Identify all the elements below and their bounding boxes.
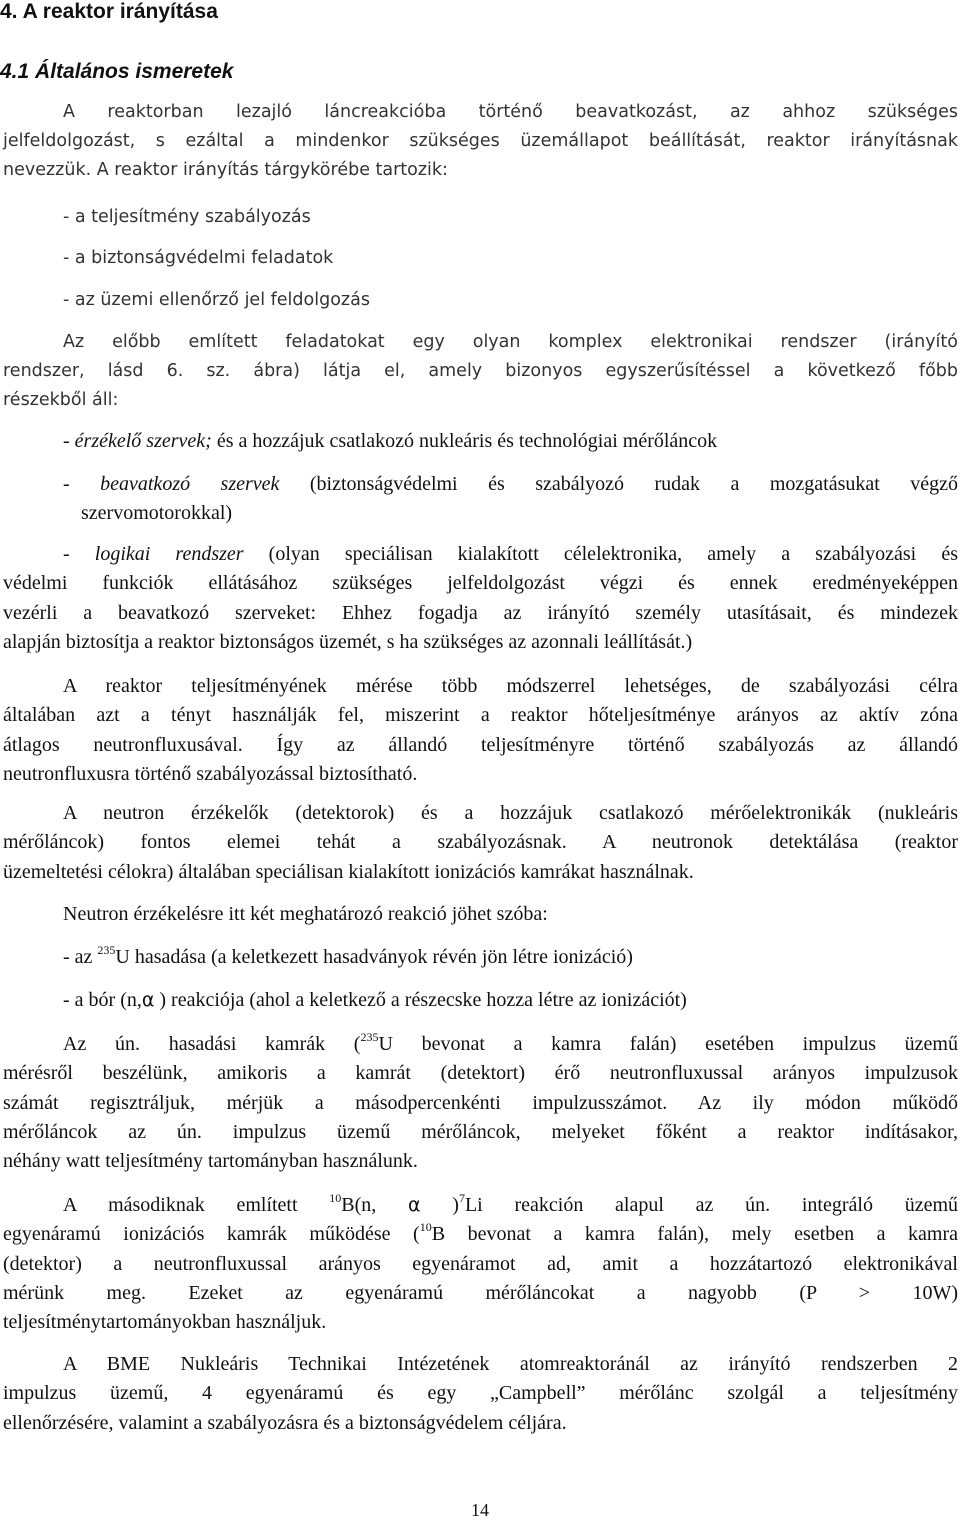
integral-text: A másodiknak említett [63, 1194, 330, 1216]
r2-text: ) reakciója (ahol a keletkező a részecske hozza létre az ionizációt) [154, 989, 687, 1011]
bme-paragraph [3, 1350, 958, 1438]
system-line: rendszer, lásd 6. sz. ábra) látja el, amely bizonyos egyszerűsítéssel a következő főbb [3, 361, 958, 381]
integral-text: B bevonat a kamra falán), mely esetben a kamra [431, 1223, 958, 1246]
logic-term: logikai rendszer [94, 543, 244, 565]
integral-text: Li reakción alapul az ún. integráló üzemű [464, 1194, 959, 1216]
chapter-title: 4. A reaktor irányítása [0, 0, 218, 23]
reaction-uranium [63, 943, 633, 972]
r1-mass-number: 235 [97, 943, 116, 957]
fission-line: mérésről beszélünk, amikoris a kamrát (detektort) érő neutronfluxussal arányos impulzusok [3, 1062, 958, 1085]
fission-text: Az ún. hasadási kamrák ( [63, 1033, 361, 1055]
actuators-desc: (biztonságvédelmi és szabályozó rudak a mozgatásukat végző [279, 473, 959, 495]
detector-line: mérőláncok) fontos elemei tehát a szabályozásnak. A neutronok detektálása (reaktor [3, 831, 958, 854]
intro-line: nevezzük. A reaktor irányítás tárgykörébe tartozik: [3, 160, 448, 180]
logic-line [3, 540, 958, 569]
integral-line: (detektor) a neutronfluxussal arányos egyenáramot ad, amit a hozzátartozó elektronikával [3, 1252, 958, 1275]
fission-line [3, 1030, 958, 1059]
fission-line: számát regisztráljuk, mérjük a másodpercenkénti impulzusszámot. Az ily módon működő [3, 1091, 958, 1114]
mass-number: 10 [329, 1191, 342, 1205]
intro-line: A reaktorban lezajló láncreakcióba történő beavatkozást, az ahhoz szükséges [63, 102, 958, 122]
actuators-cont: szervomotorokkal) [81, 502, 233, 525]
system-line: Az előbb említett feladatokat egy olyan komplex elektronikai rendszer (irányító [63, 332, 958, 352]
integral-line [3, 1191, 958, 1220]
scope-item: - az üzemi ellenőrző jel feldolgozás [63, 290, 370, 310]
mass-number: 7 [458, 1191, 465, 1205]
integral-line [3, 1220, 958, 1249]
system-line: részekből áll: [3, 390, 119, 410]
integral-text: egyenáramú ionizációs kamrák működése ( [3, 1223, 420, 1246]
intro-paragraph [3, 98, 958, 185]
logic-line: vezérli a beavatkozó szerveket: Ehhez fogadja az irányító személy utasításait, és mindezek [3, 601, 958, 624]
logic-line: alapján biztosítja a reaktor biztonságos üzemét, s ha szükséges az azonnali leállítását.) [3, 630, 693, 653]
fission-text: U bevonat a kamra falán) esetében impulzus üzemű [378, 1033, 958, 1055]
integral-text: ) [420, 1194, 459, 1216]
power-line: neutronfluxusra történő szabályozással biztosítható. [3, 762, 418, 785]
logic-line: védelmi funkciók ellátásához szükséges jelfeldolgozást végzi és ennek eredményeképpen [3, 572, 958, 595]
part-sensors [63, 427, 717, 456]
mass-number: 235 [360, 1030, 379, 1044]
sensors-term: - érzékelő szervek; [63, 430, 212, 452]
r2-prefix: - a bór (n, [63, 989, 142, 1011]
power-line: általában azt a tényt használják fel, miszerint a reaktor hőteljesítménye arányos az aktív zóna [3, 704, 958, 727]
reaction-boron [63, 986, 687, 1015]
alpha-symbol: α [408, 1194, 421, 1216]
logic-desc: (olyan speciálisan kialakított célelektronika, amely a szabályozási és [243, 543, 958, 565]
power-line: A reaktor teljesítményének mérése több módszerrel lehetséges, de szabályozási célra [63, 675, 958, 697]
fission-line: néhány watt teljesítmény tartományban használunk. [3, 1150, 418, 1173]
bme-line: impulzus üzemű, 4 egyenáramú és egy „Campbell” mérőlánc szolgál a teljesítmény [3, 1382, 958, 1405]
system-paragraph [3, 328, 958, 415]
page-number: 14 [471, 1500, 489, 1520]
power-paragraph [3, 672, 958, 789]
bme-line: ellenőrzésére, valamint a szabályozásra és a biztonságvédelem céljára. [3, 1411, 567, 1434]
detector-line: A neutron érzékelők (detektorok) és a hozzájuk csatlakozó mérőelektronikák (nukleáris [63, 802, 958, 824]
actuators-term: beavatkozó szervek [100, 473, 280, 495]
scope-item: - a teljesítmény szabályozás [63, 207, 311, 227]
actuators-prefix: - [63, 473, 101, 495]
part-actuators [63, 470, 958, 529]
bme-line: A BME Nukleáris Technikai Intézetének atomreaktoránál az irányító rendszerben 2 [63, 1353, 958, 1375]
alpha-symbol: α [141, 989, 155, 1011]
actuators-line [63, 470, 958, 499]
section-title: 4.1 Általános ismeretek [0, 60, 234, 83]
integral-line: teljesítménytartományokban használjuk. [3, 1311, 327, 1334]
integral-line: mérünk meg. Ezeket az egyenáramú mérőláncokat a nagyobb (P > 10W) [3, 1281, 958, 1304]
fission-paragraph [3, 1030, 958, 1176]
scope-item: - a biztonságvédelmi feladatok [63, 248, 334, 268]
integral-text: B(n, [341, 1194, 409, 1216]
reactions-intro: Neutron érzékelésre itt két meghatározó reakció jöhet szóba: [63, 903, 548, 925]
integral-paragraph [3, 1191, 958, 1337]
r1-prefix: - az [63, 946, 98, 968]
detector-paragraph [3, 799, 958, 887]
detector-line: üzemeltetési célokra) általában speciálisan kialakított ionizációs kamrákat használnak. [3, 860, 694, 883]
logic-prefix: - [63, 543, 95, 565]
intro-line: jelfeldolgozást, s ezáltal a mindenkor szükséges üzemállapot beállítását, reaktor irányításnak [3, 131, 958, 151]
mass-number: 10 [419, 1220, 432, 1235]
fission-line: mérőláncok az ún. impulzus üzemű mérőláncok, melyeket főként a reaktor indításakor, [3, 1120, 958, 1143]
part-logic [3, 540, 958, 657]
sensors-desc: és a hozzájuk csatlakozó nukleáris és technológiai mérőláncok [211, 430, 718, 452]
r1-text: U hasadása (a keletkezett hasadványok révén jön létre ionizáció) [115, 946, 633, 968]
power-line: átlagos neutronfluxusával. Így az állandó teljesítményre történő szabályozás az állandó [3, 733, 958, 756]
